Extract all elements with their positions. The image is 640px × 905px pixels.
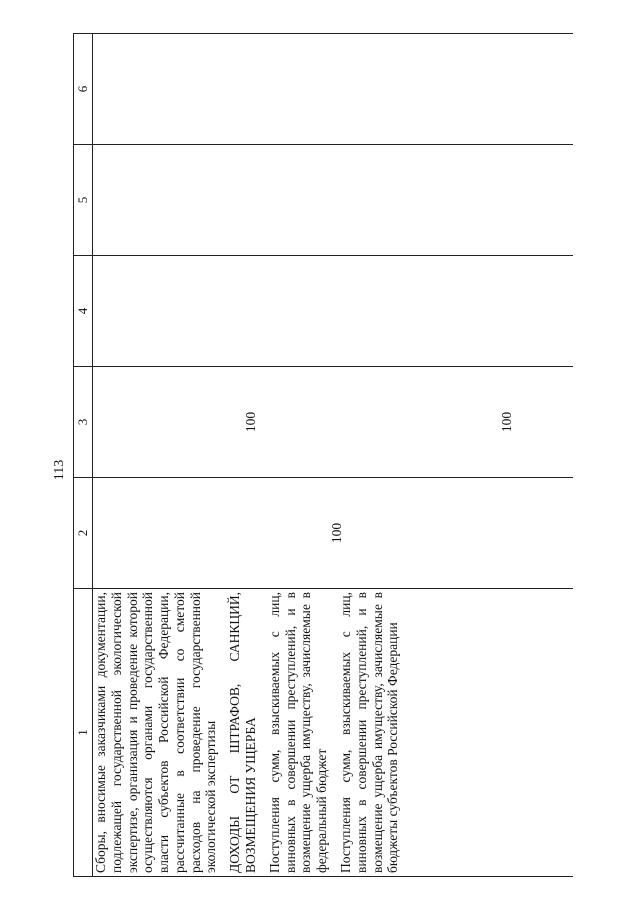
section-title: ДОХОДЫ ОТ ШТРАФОВ, САНКЦИЙ, ВОЗМЕЩЕНИЯ УЩЕРБА	[227, 592, 259, 873]
header-col-6: 6	[74, 34, 93, 145]
table-header-row	[74, 34, 93, 877]
col-1-cell	[93, 589, 574, 877]
budget-table	[73, 33, 573, 877]
row-text-1: Сборы, вносимые заказчиками документации, подлежащей государственной экологической экспертизе, организация и проведение которой осуществляются органами государственной власти субъектов Российской Федерации, рассчитанные в соответствии со сметой расходов на проведение государственной экологической экспертизы	[93, 592, 219, 873]
col-6-cell	[93, 34, 574, 145]
page-number: 113	[52, 459, 67, 481]
row-3-col-2-value: 100	[329, 522, 344, 544]
header-col-1: 1	[74, 589, 93, 877]
col-5-cell	[93, 145, 574, 256]
row-text-4: Поступления сумм, взыскиваемых с лиц, виновных в совершении преступлений, и в возмещение ущерба имуществу, зачисляемые в бюджеты субъектов Российской Федерации	[337, 592, 401, 873]
row-text-3: Поступления сумм, взыскиваемых с лиц, виновных в совершении преступлений, и в возмещение ущерба имуществу, зачисляемые в федеральный бюджет	[266, 592, 330, 873]
header-col-4: 4	[74, 256, 93, 367]
table-body-row	[93, 34, 574, 877]
header-col-2: 2	[74, 478, 93, 589]
header-col-3: 3	[74, 367, 93, 478]
row-4-col-3-value: 100	[499, 411, 514, 433]
rotated-table-container	[73, 34, 573, 877]
row-1-col-3-value: 100	[243, 411, 258, 433]
header-col-5: 5	[74, 145, 93, 256]
col-2-cell	[93, 478, 574, 589]
col-3-cell	[93, 367, 574, 478]
col-4-cell	[93, 256, 574, 367]
